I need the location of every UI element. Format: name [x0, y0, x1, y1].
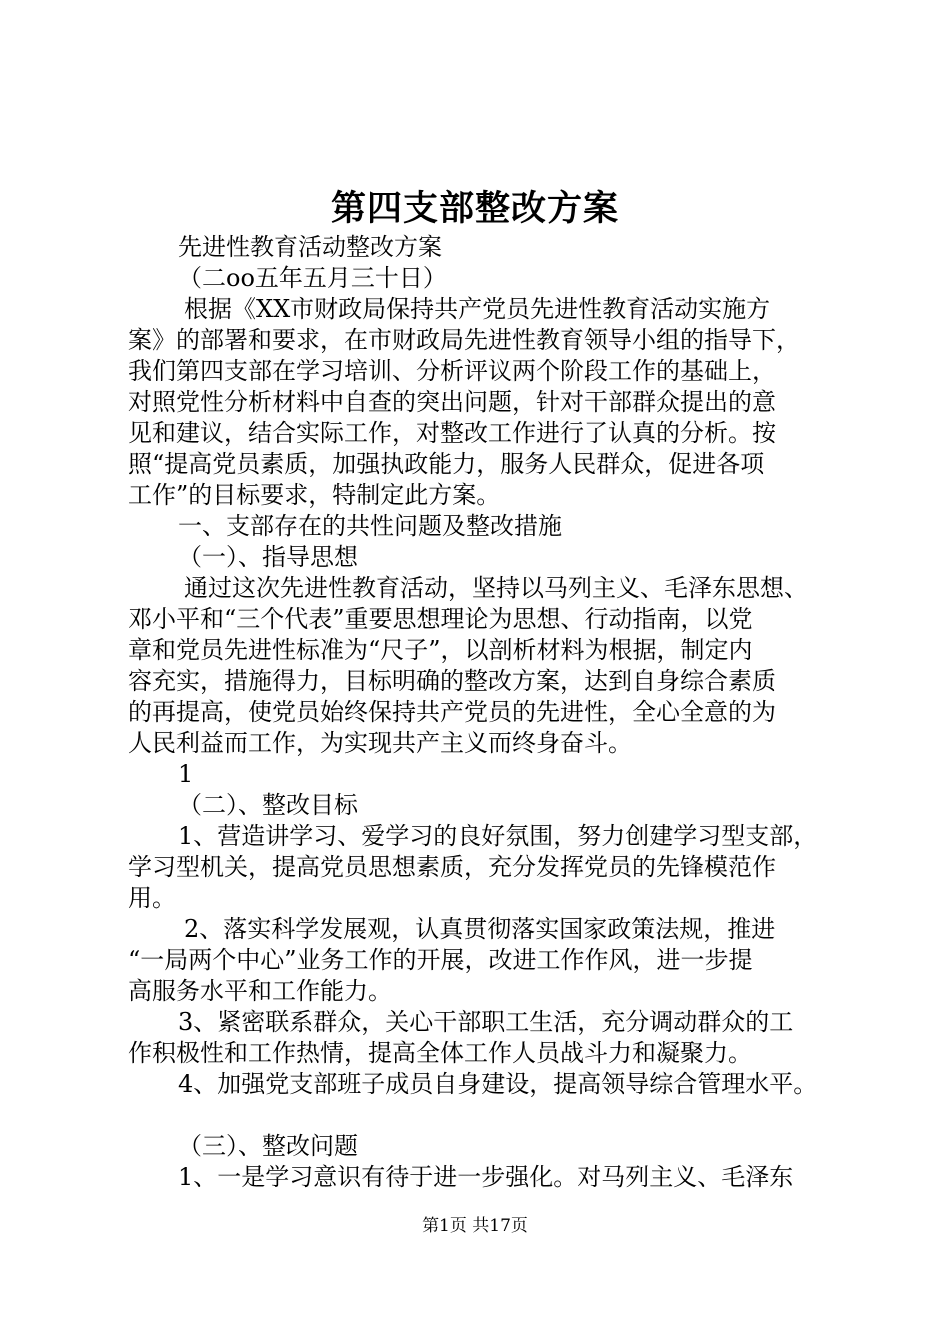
text-line: （二）、整改目标: [178, 791, 358, 819]
text-line: “一局两个中心”业务工作的开展，改进工作作风，进一步提: [128, 946, 753, 974]
text-line: 照“提高党员素质，加强执政能力，服务人民群众，促进各项: [128, 450, 765, 478]
text-line: 我们第四支部在学习培训、分析评议两个阶段工作的基础上，: [128, 357, 776, 385]
text-line: 作积极性和工作热情，提高全体工作人员战斗力和凝聚力。: [128, 1039, 752, 1067]
text-line: 根据《XX市财政局保持共产党员先进性教育活动实施方: [184, 295, 771, 323]
text-line: （一）、指导思想: [178, 543, 358, 571]
text-line: 案》的部署和要求，在市财政局先进性教育领导小组的指导下，: [128, 326, 800, 354]
text-line: 见和建议，结合实际工作，对整改工作进行了认真的分析。按: [128, 419, 776, 447]
text-line: 一、支部存在的共性问题及整改措施: [178, 512, 562, 540]
text-line: 1、一是学习意识有待于进一步强化。对马列主义、毛泽东: [178, 1163, 794, 1191]
text-line: （二oo五年五月三十日）: [178, 264, 447, 292]
text-line: 学习型机关，提高党员思想素质，充分发挥党员的先锋模范作: [128, 853, 776, 881]
document-body: [128, 232, 838, 1193]
text-line: 通过这次先进性教育活动，坚持以马列主义、毛泽东思想、: [184, 574, 808, 602]
text-line: 用。: [128, 884, 176, 912]
text-line: 1、营造讲学习、爱学习的良好氛围，努力创建学习型支部，: [178, 822, 818, 850]
text-line: 高服务水平和工作能力。: [128, 977, 392, 1005]
text-line: 邓小平和“三个代表”重要思想理论为思想、行动指南，以党: [128, 605, 753, 633]
text-line: 工作”的目标要求，特制定此方案。: [128, 481, 501, 509]
text-line: 的再提高，使党员始终保持共产党员的先进性，全心全意的为: [128, 698, 776, 726]
text-line: 章和党员先进性标准为“尺子”，以剖析材料为根据，制定内: [128, 636, 753, 664]
document-title: 第四支部整改方案: [330, 188, 619, 229]
page-footer: 第1页 共17页: [422, 1216, 528, 1236]
text-line: 2、落实科学发展观，认真贯彻落实国家政策法规，推进: [184, 915, 776, 943]
text-line: （三）、整改问题: [178, 1132, 358, 1160]
text-line: 容充实，措施得力，目标明确的整改方案，达到自身综合素质: [128, 667, 776, 695]
text-line: 对照党性分析材料中自查的突出问题，针对干部群众提出的意: [128, 388, 776, 416]
text-line: 3、紧密联系群众，关心干部职工生活，充分调动群众的工: [178, 1008, 794, 1036]
text-line: 先进性教育活动整改方案: [178, 233, 442, 261]
text-line: [128, 1100, 838, 1131]
text-line: 4、加强党支部班子成员自身建设，提高领导综合管理水平。: [178, 1070, 818, 1098]
text-line: 人民利益而工作，为实现共产主义而终身奋斗。: [128, 729, 632, 757]
text-line: 1: [178, 760, 194, 788]
